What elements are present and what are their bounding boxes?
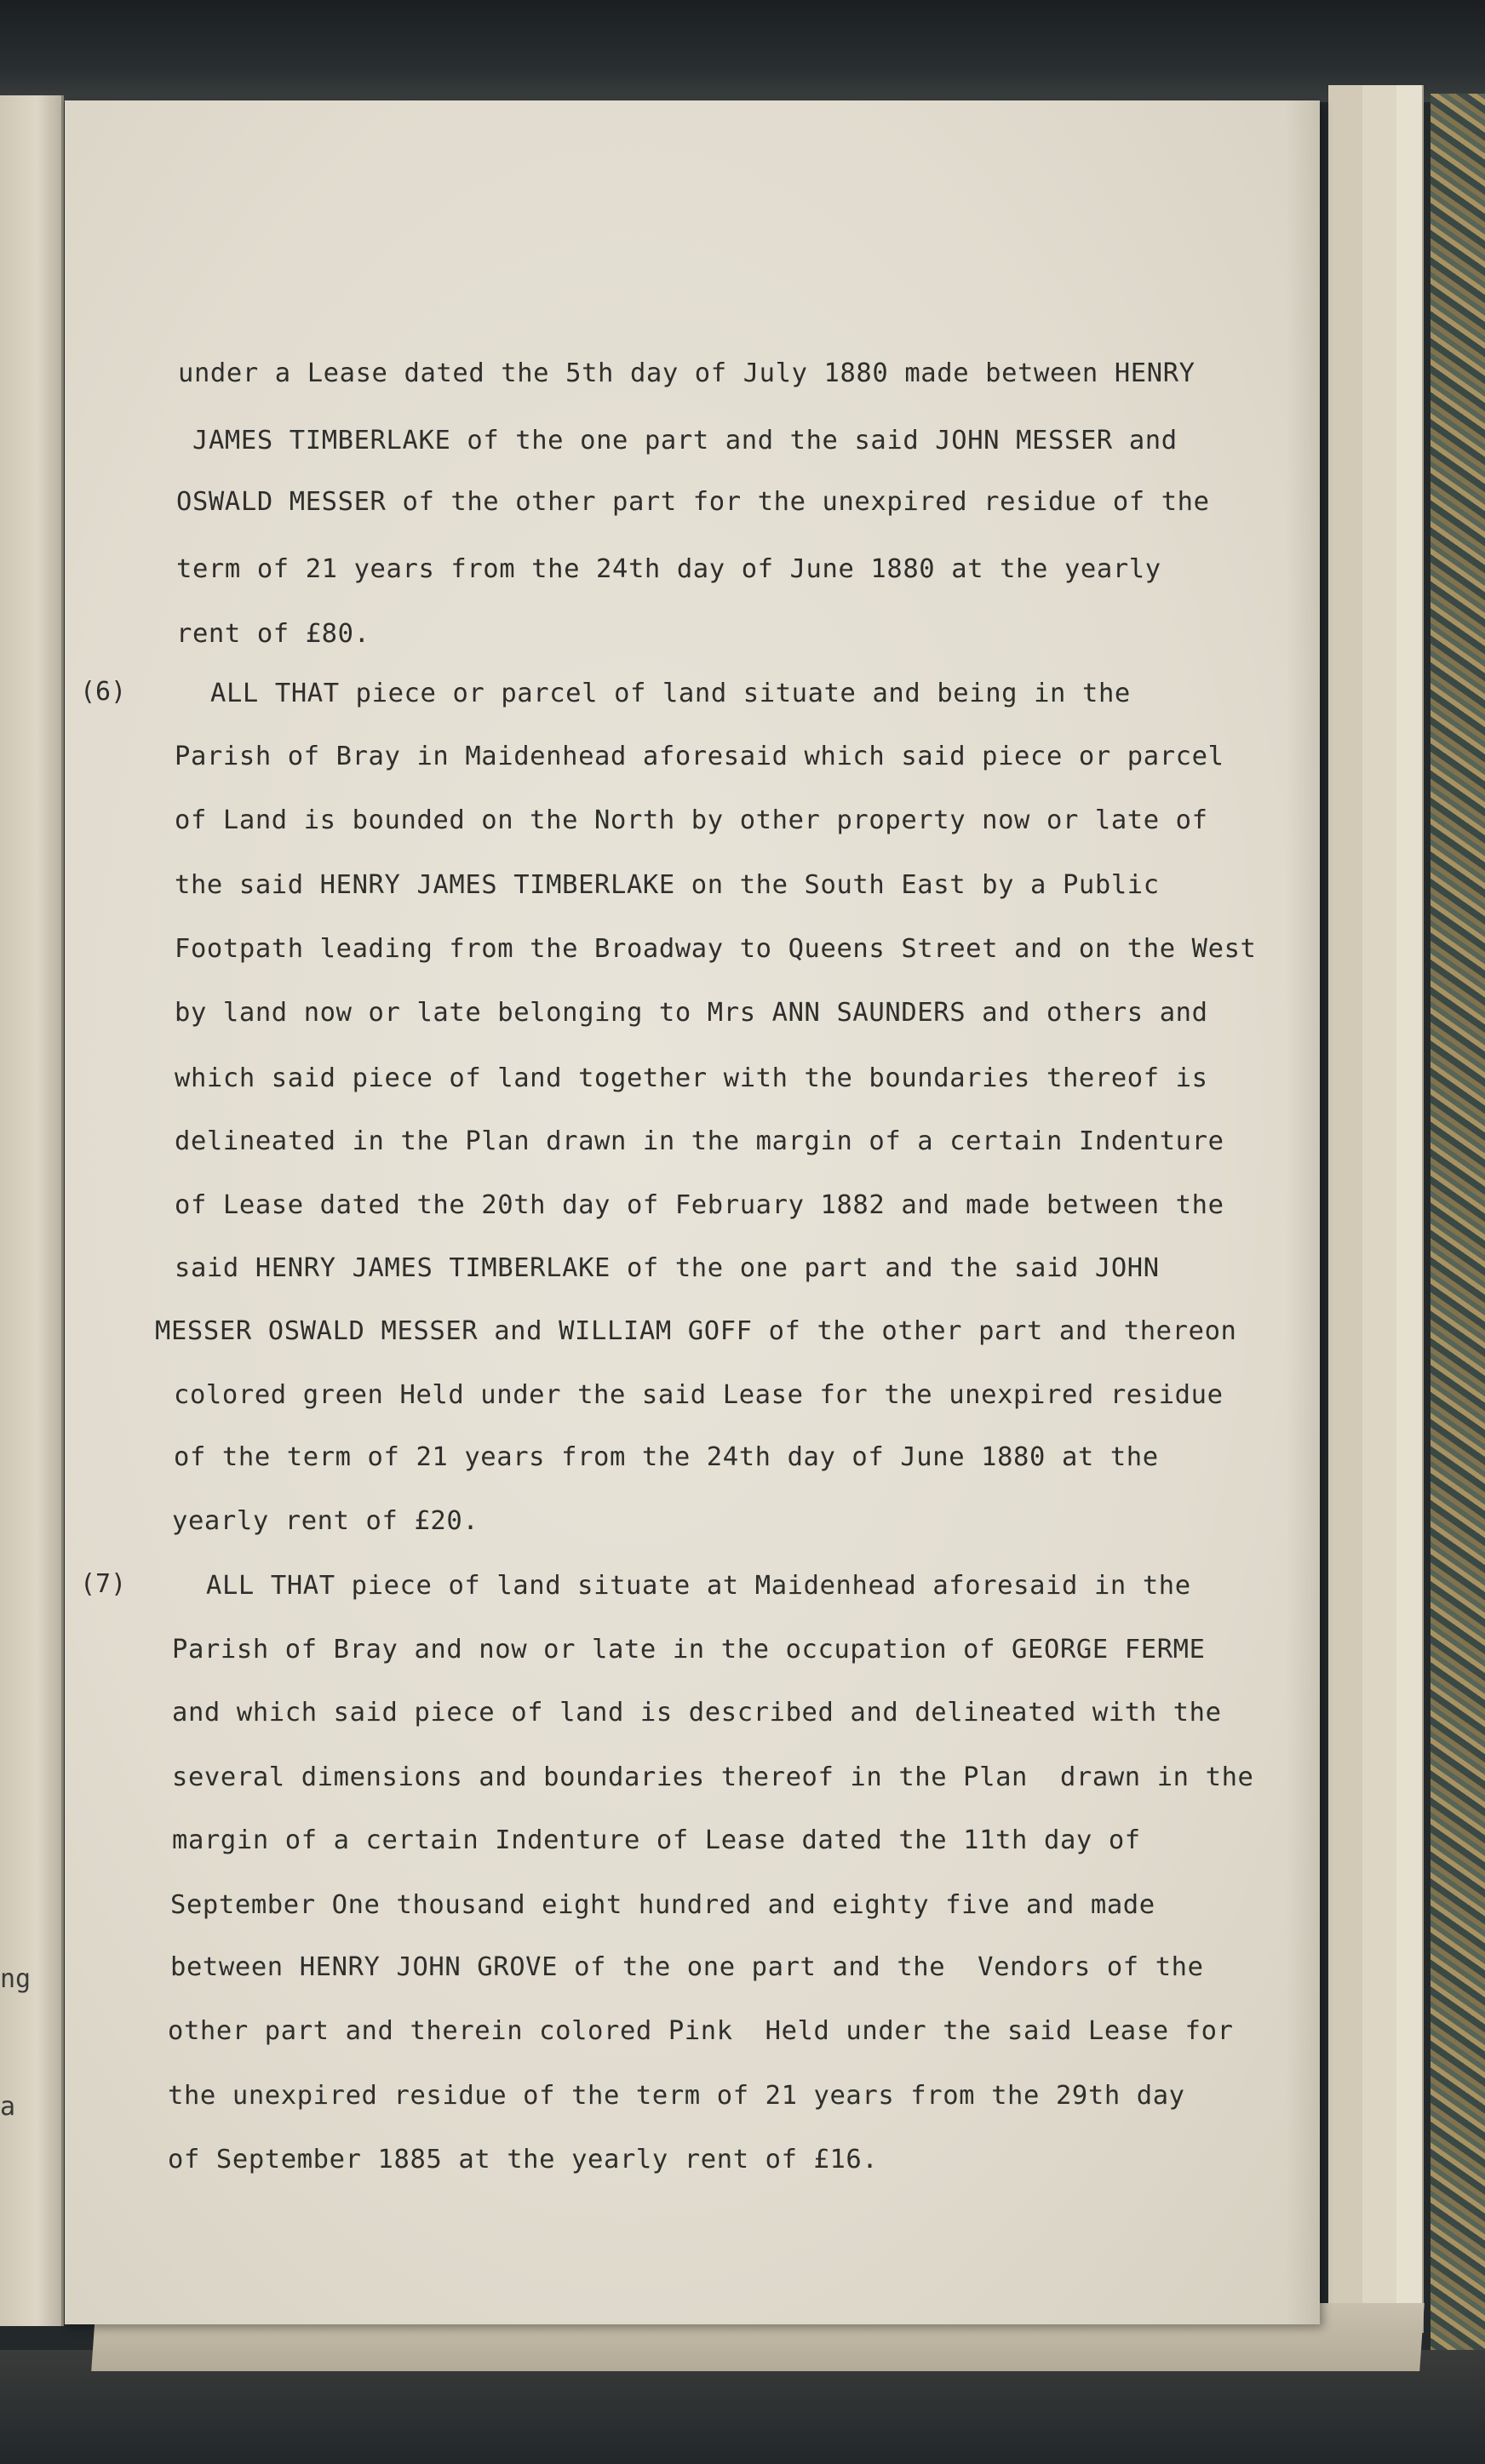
text-line-7: Parish of Bray in Maidenhead aforesaid which said piece or parcel xyxy=(175,742,1224,771)
text-line-20: ALL THAT piece of land situate at Maidenhead aforesaid in the xyxy=(206,1571,1191,1601)
text-line-15: said HENRY JAMES TIMBERLAKE of the one part and the said JOHN xyxy=(175,1253,1160,1283)
text-line-14: of Lease dated the 20th day of February 1882 and made between the xyxy=(175,1190,1224,1220)
text-line-17: colored green Held under the said Lease for the unexpired residue xyxy=(174,1380,1224,1410)
typed-page xyxy=(65,100,1320,2324)
text-line-10: Footpath leading from the Broadway to Queens Street and on the West xyxy=(175,934,1257,964)
text-line-23: several dimensions and boundaries thereof in the Plan drawn in the xyxy=(172,1762,1254,1792)
text-line-19: yearly rent of £20. xyxy=(172,1506,479,1536)
text-line-12: which said piece of land together with the boundaries thereof is xyxy=(175,1063,1208,1093)
text-line-11: by land now or late belonging to Mrs ANN SAUNDERS and others and xyxy=(175,998,1208,1028)
book-cover-top xyxy=(0,0,1485,102)
text-line-26: between HENRY JOHN GROVE of the one part and the Vendors of the xyxy=(170,1952,1204,1982)
clause-number-6: (6) xyxy=(80,677,127,707)
clause-number-7: (7) xyxy=(80,1569,127,1599)
text-line-3: OSWALD MESSER of the other part for the unexpired residue of the xyxy=(176,487,1210,517)
text-line-6: ALL THAT piece or parcel of land situate and being in the xyxy=(210,679,1131,708)
text-line-8: of Land is bounded on the North by other property now or late of xyxy=(175,805,1208,835)
text-line-13: delineated in the Plan drawn in the margin of a certain Indenture xyxy=(175,1126,1224,1156)
text-line-22: and which said piece of land is described and delineated with the xyxy=(172,1698,1222,1728)
text-line-9: the said HENRY JAMES TIMBERLAKE on the South East by a Public xyxy=(175,870,1160,900)
text-line-18: of the term of 21 years from the 24th day of June 1880 at the xyxy=(174,1442,1159,1472)
text-line-2: JAMES TIMBERLAKE of the one part and the said JOHN MESSER and xyxy=(192,426,1178,456)
text-line-25: September One thousand eight hundred and eighty five and made xyxy=(170,1890,1155,1920)
text-line-4: term of 21 years from the 24th day of June 1880 at the yearly xyxy=(176,554,1161,584)
text-line-1: under a Lease dated the 5th day of July 1880 made between HENRY xyxy=(178,358,1195,388)
text-line-28: the unexpired residue of the term of 21 years from the 29th day xyxy=(168,2081,1185,2111)
text-line-16: MESSER OSWALD MESSER and WILLIAM GOFF of the other part and thereon xyxy=(155,1316,1237,1346)
text-line-29: of September 1885 at the yearly rent of £16. xyxy=(168,2145,879,2175)
page-stack-edge xyxy=(1396,85,1424,2333)
text-line-21: Parish of Bray and now or late in the occupation of GEORGE FERME xyxy=(172,1635,1206,1665)
left-facing-page xyxy=(0,95,64,2326)
marbled-edge xyxy=(1431,94,1485,2358)
text-line-24: margin of a certain Indenture of Lease dated the 11th day of xyxy=(172,1825,1141,1855)
left-page-fragment: ng xyxy=(0,1964,32,1994)
text-line-5: rent of £80. xyxy=(176,619,370,649)
left-page-fragment: a xyxy=(0,2092,16,2122)
text-line-27: other part and therein colored Pink Held under the said Lease for xyxy=(168,2016,1234,2046)
